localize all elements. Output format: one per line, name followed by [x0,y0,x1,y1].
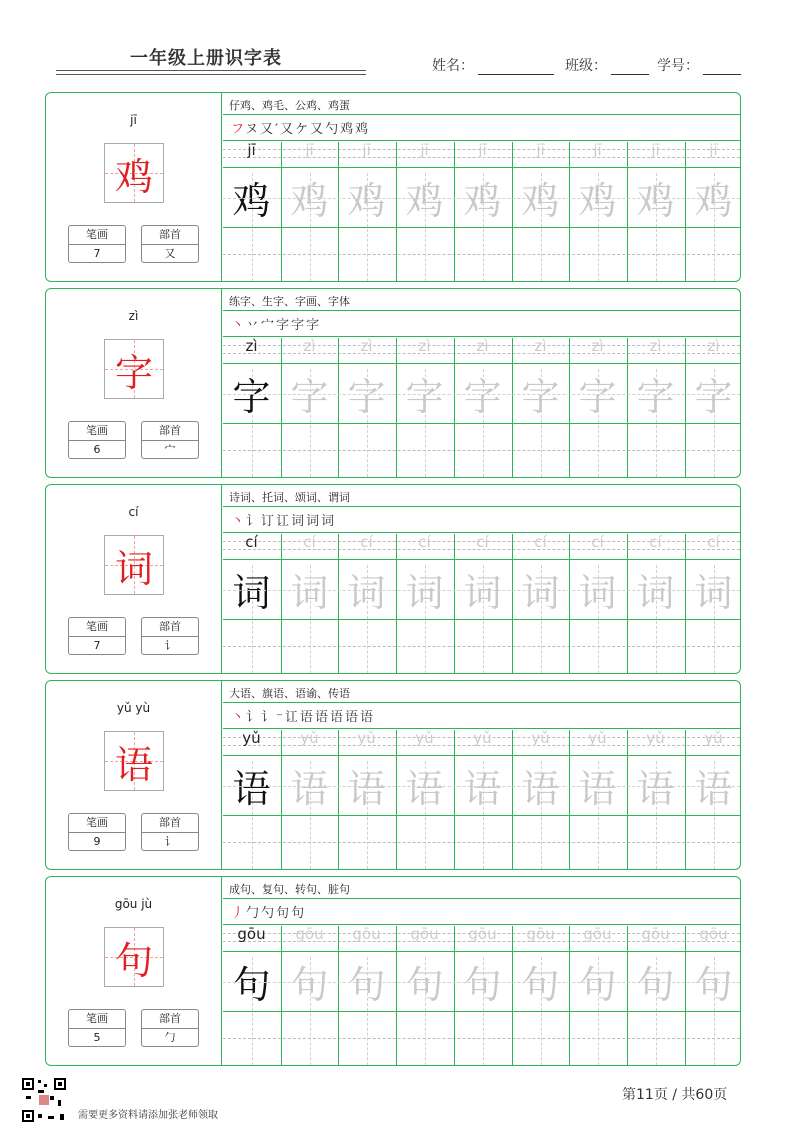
practice-char-trace[interactable]: 字 [347,375,386,419]
char-card [45,92,741,282]
stroke-step: 语 [359,710,375,725]
stroke-count-label: 笔画 [69,226,125,245]
practice-area [223,485,740,673]
stroke-step: 词 [306,514,322,529]
practice-char-trace[interactable]: 句 [463,963,502,1007]
stroke-count-label: 笔画 [69,814,125,833]
practice-pinyin: zì [534,337,547,355]
stroke-count-box [68,617,126,655]
practice-pinyin: zì [303,337,316,355]
practice-pinyin: cí [591,533,604,551]
stroke-step: 宀 [261,318,277,333]
stroke-count-box [68,225,126,263]
stroke-step: 字 [291,318,307,333]
practice-pinyin: yǔ [300,729,319,747]
practice-char-trace[interactable]: 语 [578,767,617,811]
char-pinyin: jī [130,113,137,127]
practice-area [223,877,740,1065]
stroke-count-value: 7 [93,247,101,260]
stroke-order [231,314,321,333]
practice-pinyin: gōu [352,925,381,943]
practice-pinyin: gōu [295,925,324,943]
char-pinyin: cí [128,505,139,519]
char-display-box [104,927,164,987]
radical-label: 部首 [142,422,198,441]
radical-label: 部首 [142,618,198,637]
radical-value: 勹 [164,1031,176,1044]
radical-value: 宀 [164,443,176,456]
stroke-step: 字 [306,318,322,333]
stroke-step: 又ケ [280,122,311,137]
example-words: 仔鸡、鸡毛、公鸡、鸡蛋 [229,99,350,112]
example-words: 成句、复句、转句、脏句 [229,883,350,896]
number-label: 学号： [657,58,699,74]
stroke-step: 丷 [246,318,262,333]
stroke-order [231,510,336,529]
stroke-step: 语 [329,710,345,725]
radical-value: 讠 [164,835,176,848]
practice-char-trace[interactable]: 语 [347,767,386,811]
practice-pinyin: gōu [237,925,266,943]
practice-pinyin: cí [418,533,431,551]
stroke-step: 讠⁻ [261,710,285,725]
stroke-step: 句 [291,906,307,921]
practice-area [223,93,740,281]
practice-pinyin: gōu [526,925,555,943]
practice-pinyin: yǔ [473,729,492,747]
practice-char-trace[interactable]: 字 [578,375,617,419]
radical-box [141,1009,199,1047]
practice-pinyin: yǔ [531,729,550,747]
practice-pinyin: cí [303,533,316,551]
practice-char-trace[interactable]: 词 [521,571,560,615]
example-words: 练字、生字、字画、字体 [229,295,350,308]
char-card [45,288,741,478]
practice-char-trace[interactable]: 鸡 [405,179,444,223]
practice-char-trace[interactable]: 鸡 [578,179,617,223]
practice-pinyin: zì [591,337,604,355]
name-label: 姓名： [432,58,474,74]
practice-char-trace[interactable]: 语 [290,767,329,811]
stroke-step: 语 [314,710,330,725]
practice-pinyin: cí [534,533,547,551]
char-pinyin: yǔ yù [116,701,151,715]
char-card [45,876,741,1066]
stroke-step: 词 [321,514,337,529]
char-card [45,680,741,870]
title-underline-2 [56,74,366,75]
practice-char-trace[interactable]: 鸡 [463,179,502,223]
practice-char-trace[interactable]: 语 [521,767,560,811]
practice-char-trace[interactable]: 词 [578,571,617,615]
example-words: 诗词、托词、颂词、谓词 [229,491,350,504]
practice-pinyin: gōu [583,925,612,943]
practice-pinyin: gōu [641,925,670,943]
stroke-count-label: 笔画 [69,1010,125,1029]
practice-pinyin: gōu [410,925,439,943]
stroke-count-box [68,1009,126,1047]
stroke-step: 讠 [246,514,262,529]
stroke-step: 鸡 [340,122,356,137]
practice-pinyin: zì [418,337,431,355]
stroke-order [231,706,375,725]
practice-pinyin: cí [245,533,258,551]
stroke-count-box [68,813,126,851]
footer-note: 需要更多资料请添加张老师领取 [78,1110,218,1121]
practice-pinyin: yǔ [242,729,261,747]
radical-box [141,225,199,263]
practice-char-trace[interactable]: 鸡 [521,179,560,223]
practice-pinyin: gōu [699,925,728,943]
practice-pinyin: yǔ [704,729,723,747]
page-number: 第11页 / 共60页 [622,1087,728,1103]
practice-pinyin: yǔ [588,729,607,747]
practice-char-trace[interactable]: 鸡 [636,179,675,223]
practice-char-trace[interactable]: 句 [290,963,329,1007]
practice-char-trace[interactable]: 句 [521,963,560,1007]
practice-char-trace[interactable]: 字 [694,375,733,419]
practice-pinyin: cí [476,533,489,551]
practice-pinyin: jī [593,141,602,159]
practice-char-trace[interactable]: 词 [405,571,444,615]
practice-pinyin: jī [247,141,256,159]
practice-area [223,289,740,477]
stroke-count-value: 7 [93,639,101,652]
stroke-step: 丶 [231,514,247,529]
class-field[interactable] [565,55,649,75]
name-field[interactable] [432,55,554,75]
practice-pinyin: zì [476,337,489,355]
radical-value: 讠 [164,639,176,652]
practice-char-trace[interactable]: 词 [636,571,675,615]
char-pinyin: gōu jù [114,897,153,911]
practice-pinyin: jī [362,141,371,159]
page-title: 一年级上册识字表 [130,48,282,69]
practice-char-trace[interactable]: 字 [290,375,329,419]
stroke-count-label: 笔画 [69,422,125,441]
practice-char-trace[interactable]: 鸡 [347,179,386,223]
stroke-step: フ [231,122,246,137]
stroke-count-label: 笔画 [69,618,125,637]
stroke-step: 讧 [276,514,292,529]
stroke-step: 语 [344,710,360,725]
practice-char-trace[interactable]: 句 [694,963,733,1007]
char-pinyin: zì [128,309,139,323]
stroke-step: 鸡 [355,122,371,137]
practice-char-trace[interactable]: 词 [347,571,386,615]
example-words: 大语、旗语、语谕、传语 [229,687,350,700]
practice-pinyin: zì [245,337,258,355]
radical-box [141,421,199,459]
char-display-box [104,143,164,203]
stroke-step: 勺 [261,906,277,921]
class-blank[interactable] [611,60,649,75]
practice-char-sample: 语 [232,767,271,811]
practice-char-trace[interactable]: 词 [463,571,502,615]
stroke-step: 又′ [260,122,281,137]
practice-char-trace[interactable]: 语 [463,767,502,811]
practice-char-sample: 句 [232,963,271,1007]
practice-char-trace[interactable]: 字 [636,375,675,419]
class-label: 班级： [565,58,607,74]
practice-pinyin: cí [707,533,720,551]
practice-pinyin: jī [709,141,718,159]
radical-box [141,813,199,851]
practice-pinyin: gōu [468,925,497,943]
stroke-step: 词 [291,514,307,529]
practice-pinyin: jī [420,141,429,159]
stroke-step: ヌ [245,122,261,137]
stroke-step: 句 [276,906,292,921]
practice-area [223,681,740,869]
practice-pinyin: jī [536,141,545,159]
char-display: 语 [114,742,153,787]
practice-pinyin: jī [478,141,487,159]
stroke-step: 讧 [284,710,300,725]
stroke-order [231,118,370,137]
stroke-count-value: 5 [93,1031,101,1044]
stroke-step: 丶 [231,318,247,333]
char-display: 鸡 [114,154,153,199]
stroke-step: 勹 [246,906,262,921]
char-display-box [104,535,164,595]
char-display-box [104,339,164,399]
stroke-step: 又勺 [310,122,341,137]
stroke-step: 字 [276,318,292,333]
practice-char-trace[interactable]: 字 [463,375,502,419]
radical-value: 又 [164,247,176,260]
practice-char-trace[interactable]: 鸡 [290,179,329,223]
practice-pinyin: jī [305,141,314,159]
char-info-panel [46,681,222,869]
char-info-panel [46,289,222,477]
practice-char-trace[interactable]: 词 [694,571,733,615]
practice-pinyin: zì [707,337,720,355]
char-display: 句 [114,938,153,983]
practice-pinyin: zì [360,337,373,355]
practice-pinyin: cí [360,533,373,551]
practice-pinyin: cí [649,533,662,551]
stroke-count-box [68,421,126,459]
char-display-box [104,731,164,791]
practice-char-trace[interactable]: 句 [578,963,617,1007]
stroke-step: 丿 [231,906,247,921]
number-blank[interactable] [703,60,741,75]
practice-pinyin: zì [649,337,662,355]
practice-char-trace[interactable]: 语 [694,767,733,811]
practice-char-sample: 词 [232,571,271,615]
char-info-panel [46,877,222,1065]
practice-char-trace[interactable]: 句 [405,963,444,1007]
practice-pinyin: jī [651,141,660,159]
practice-pinyin: yǔ [646,729,665,747]
practice-char-trace[interactable]: 句 [636,963,675,1007]
stroke-step: 订 [261,514,277,529]
title-underline [56,70,366,71]
practice-char-trace[interactable]: 语 [636,767,675,811]
char-info-panel [46,485,222,673]
practice-char-trace[interactable]: 句 [347,963,386,1007]
char-card [45,484,741,674]
stroke-order [231,902,306,921]
stroke-step: 语 [299,710,315,725]
practice-char-trace[interactable]: 字 [405,375,444,419]
char-info-panel [46,93,222,281]
stroke-step: 丶 [231,710,247,725]
radical-box [141,617,199,655]
char-display: 词 [114,546,153,591]
practice-char-sample: 鸡 [232,179,271,223]
radical-label: 部首 [142,814,198,833]
stroke-count-value: 9 [93,835,101,848]
number-field[interactable] [657,55,741,75]
practice-char-trace[interactable]: 语 [405,767,444,811]
stroke-count-value: 6 [93,443,101,456]
radical-label: 部首 [142,1010,198,1029]
practice-pinyin: yǔ [357,729,376,747]
qr-code-icon [20,1076,68,1124]
practice-pinyin: yǔ [415,729,434,747]
stroke-step: 讠 [246,710,262,725]
practice-char-trace[interactable]: 字 [521,375,560,419]
practice-char-trace[interactable]: 词 [290,571,329,615]
practice-char-trace[interactable]: 鸡 [694,179,733,223]
practice-char-sample: 字 [232,375,271,419]
name-blank[interactable] [478,60,554,75]
radical-label: 部首 [142,226,198,245]
char-display: 字 [114,350,153,395]
